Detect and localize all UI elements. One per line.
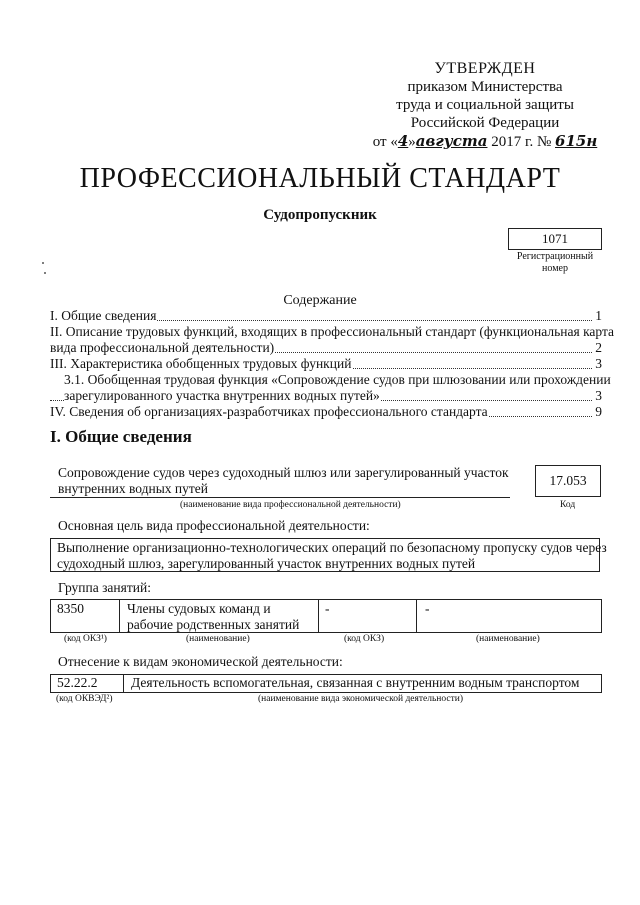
goal-label: Основная цель вида профессиональной деятельности: <box>58 518 370 533</box>
toc-item-text: III. Характеристика обобщенных трудовых функций <box>50 356 352 371</box>
activity-name-line-1: Сопровождение судов через судоходный шлюз или зарегулированный участок <box>58 465 509 480</box>
section-heading: I. Общие сведения <box>50 427 192 446</box>
economic-label: Отнесение к видам экономической деятельности: <box>58 654 343 669</box>
registration-number-box: 1071 <box>508 228 602 250</box>
activity-caption: (наименование вида профессиональной деятельности) <box>180 500 401 510</box>
toc-item-page: 9 <box>595 404 602 419</box>
order-number: 615н <box>555 132 598 150</box>
toc-item <box>50 356 602 372</box>
toc-item <box>50 404 602 420</box>
occupation-code-caption-2: (код ОКЗ) <box>344 634 385 644</box>
toc-item-text: зарегулированного участка внутренних водных путей» <box>64 388 380 403</box>
table-divider <box>119 599 120 632</box>
activity-underline <box>50 497 510 498</box>
toc-item-text-line-1: II. Описание трудовых функций, входящих в профессиональный стандарт (функциональная карта <box>50 324 615 339</box>
toc-item-text-line-1: 3.1. Обобщенная трудовая функция «Сопровождение судов при шлюзовании или прохождении <box>64 372 611 387</box>
goal-box <box>50 538 607 572</box>
date-month: августа <box>415 132 488 150</box>
toc-item <box>50 340 602 356</box>
date-year: 2017 г. № <box>487 134 556 150</box>
okved-name: Деятельность вспомогательная, связанная с внутренним водным транспортом <box>131 675 580 690</box>
occupation-code-2: - <box>325 601 330 616</box>
occupation-name-caption-1: (наименование) <box>186 634 250 644</box>
toc-item-text: IV. Сведения об организациях-разработчиках профессионального стандарта <box>50 404 488 419</box>
date-mid: » <box>408 134 416 150</box>
toc-item-page: 1 <box>595 308 602 323</box>
toc-item-text: I. Общие сведения <box>50 308 157 323</box>
occupation-name-1-line-2: рабочие родственных занятий <box>127 617 300 632</box>
occupation-name-1-line-1: Члены судовых команд и <box>127 601 271 616</box>
occupations-label: Группа занятий: <box>58 580 151 595</box>
document-subtitle: Судопропускник <box>263 207 377 223</box>
approval-block <box>360 60 610 151</box>
activity-code-box: 17.053 <box>535 465 601 497</box>
date-prefix: от « <box>372 134 398 150</box>
approval-line-3: труда и социальной защиты <box>396 97 574 113</box>
document-title: ПРОФЕССИОНАЛЬНЫЙ СТАНДАРТ <box>79 163 561 194</box>
approval-heading: УТВЕРЖДЕН <box>434 60 536 77</box>
toc-item-page: 2 <box>595 340 602 355</box>
scan-speck <box>44 272 46 274</box>
activity-code-caption: Код <box>560 500 576 510</box>
toc-item-page: 3 <box>595 356 602 371</box>
approval-date-line <box>360 132 610 151</box>
table-divider <box>416 599 417 632</box>
occupation-code-1: 8350 <box>57 601 84 616</box>
toc-item-text: вида профессиональной деятельности) <box>50 340 275 355</box>
registration-label-line-1: Регистрационный <box>516 251 594 262</box>
date-day: 4 <box>397 132 409 150</box>
okved-name-caption: (наименование вида экономической деятельности) <box>258 694 463 704</box>
registration-label <box>498 251 612 275</box>
occupation-name-caption-2: (наименование) <box>476 634 540 644</box>
occupation-name-2: - <box>425 601 430 616</box>
toc-item <box>50 308 602 324</box>
economic-table <box>50 674 602 693</box>
occupation-code-caption-1: (код ОКЗ¹) <box>64 634 107 644</box>
occupation-name-1 <box>127 601 299 633</box>
approval-line-2: приказом Министерства <box>407 79 563 95</box>
table-divider <box>123 674 124 692</box>
registration-label-line-2: номер <box>542 263 568 274</box>
activity-name-line-2: внутренних водных путей <box>58 481 208 496</box>
goal-text-line-2: судоходный шлюз, зарегулированный участок внутренних водных путей <box>57 556 476 571</box>
toc-item <box>50 388 602 404</box>
toc-heading: Содержание <box>283 293 357 308</box>
activity-name <box>58 465 518 497</box>
scan-speck <box>42 262 44 264</box>
toc-item-page: 3 <box>595 388 602 403</box>
approval-line-4: Российской Федерации <box>410 115 560 131</box>
table-of-contents <box>50 308 615 420</box>
okved-code: 52.22.2 <box>57 675 98 690</box>
table-divider <box>318 599 319 632</box>
okved-code-caption: (код ОКВЭД²) <box>56 694 113 704</box>
occupations-table <box>50 599 602 633</box>
goal-text-line-1: Выполнение организационно-технологических операций по безопасному пропуску судов через <box>57 540 607 555</box>
